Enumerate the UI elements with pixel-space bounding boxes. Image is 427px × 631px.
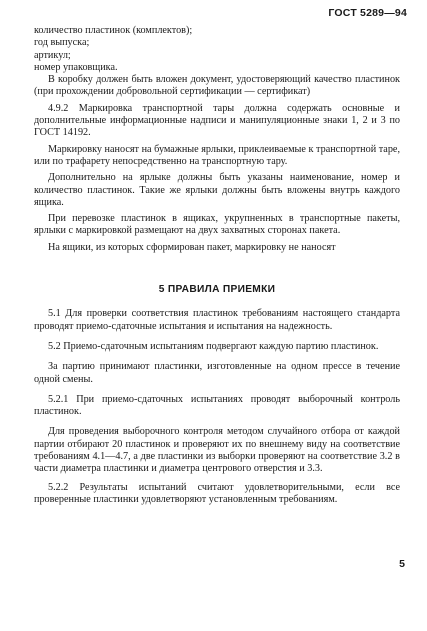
paragraph: При перевозке пластинок в ящиках, укрупненных в транспортные пакеты, ярлыки с маркировкой размещают на двух захватных сторонах пакета. [34, 213, 400, 237]
page-number: 5 [399, 558, 405, 570]
paragraph: Дополнительно на ярлыке должны быть указаны наименование, номер и количество пластинок. Такие же ярлыки должны быть вложены внутрь каждого ящика. [34, 172, 400, 208]
text-line: количество пластинок (комплектов); [34, 25, 193, 36]
paragraph: 5.2 Приемо-сдаточным испытаниям подвергают каждую партию пластинок. [48, 340, 379, 352]
paragraph: Маркировку наносят на бумажные ярлыки, приклеиваемые к транспортной таре, или по трафарету непосредственно на транспортную тару. [34, 143, 400, 167]
paragraph: 4.9.2 Маркировка транспортной тары должна содержать основные и дополнительные информационные надписи и манипуляционные знаки 1, 2 и 3 по ГОСТ 14192. [34, 102, 400, 139]
paragraph: На ящики, из которых сформирован пакет, маркировку не наносят [48, 241, 336, 253]
document-header: ГОСТ 5289—94 [328, 7, 407, 19]
paragraph: За партию принимают пластинки, изготовленные на одном прессе в течение одной смены. [34, 361, 400, 385]
paragraph: Для проведения выборочного контроля методом случайного отбора от каждой партии отбирают 20 пластинок и проверяют их по внешнему виду на соответствие требованиям 4.1—4.7, а две пластинки из выборки проверяют на соответствие 3.2 в части диаметра пластинки и диаметра центрового отверстия и 3.3. [34, 426, 400, 475]
section-title: 5 ПРАВИЛА ПРИЕМКИ [158, 284, 276, 296]
paragraph: В коробку должен быть вложен документ, удостоверяющий качество пластинок (при прохождении добровольной сертификации — сертификат) [34, 74, 400, 98]
paragraph: 5.2.2 Результаты испытаний считают удовлетворительными, если все проверенные пластинки удовлетворяют установленным требованиям. [34, 481, 400, 505]
page-content [34, 25, 400, 506]
paragraph: 5.1 Для проверки соответствия пластинок требованиям настоящего стандарта проводят приемо-сдаточные испытания и испытания на надежность. [34, 308, 400, 332]
paragraph: 5.2.1 При приемо-сдаточных испытаниях проводят выборочный контроль пластинок. [34, 393, 400, 418]
text-line: артикул; [34, 49, 71, 61]
text-line: год выпуска; [34, 37, 90, 49]
text-line: номер упаковщика. [34, 61, 118, 73]
